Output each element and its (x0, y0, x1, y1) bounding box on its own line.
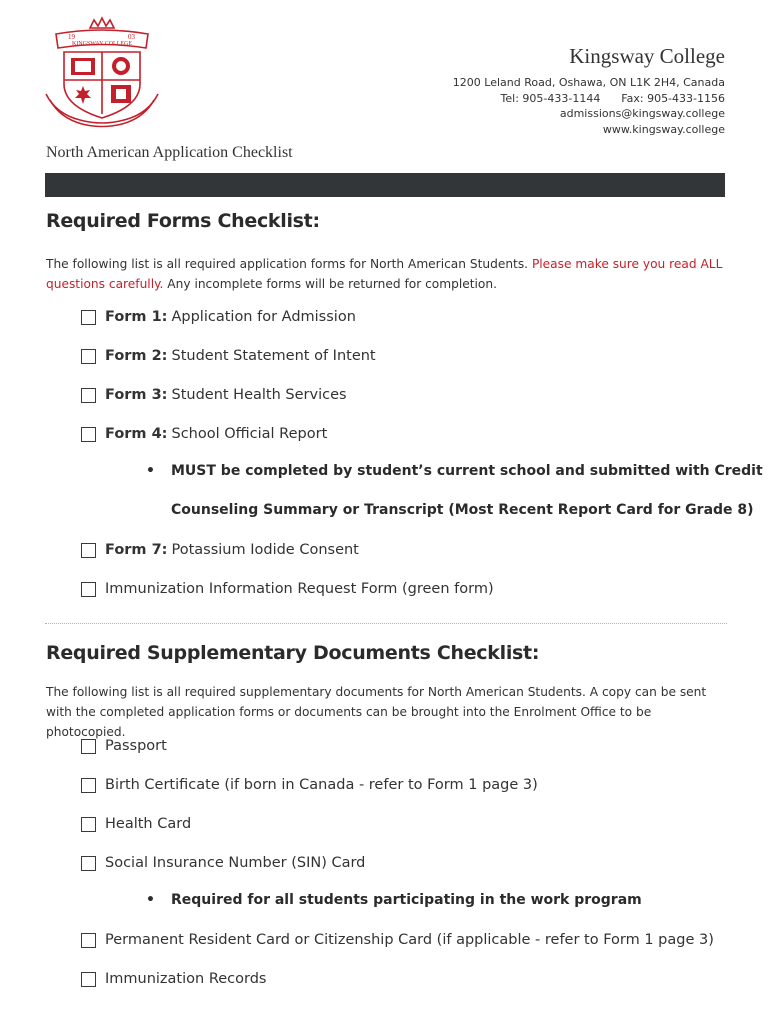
organization-contact (453, 44, 725, 137)
form-3-label: Student Health Services (171, 387, 347, 403)
organization-website[interactable]: www.kingsway.college (602, 122, 725, 136)
bullet-icon: • (146, 463, 155, 479)
form-4-item[interactable] (81, 424, 327, 444)
forms-intro-tail: Any incomplete forms will be returned for completion. (163, 277, 497, 291)
form-2-label: Student Statement of Intent (171, 348, 376, 364)
sin-card-note (146, 892, 642, 908)
title-divider-bar (45, 173, 725, 197)
form-3-item[interactable] (81, 385, 347, 405)
form-1-label: Application for Admission (171, 309, 356, 325)
immunization-records-item[interactable] (81, 969, 266, 989)
forms-intro (46, 254, 728, 294)
form-2-checkbox[interactable] (81, 349, 96, 364)
organization-name: Kingsway College (569, 44, 725, 68)
birth-certificate-item[interactable] (81, 775, 538, 795)
forms-intro-warning: Please make sure you read ALL questions carefully. (46, 257, 723, 291)
immunization-records-label: Immunization Records (105, 971, 267, 987)
form-7-item[interactable] (81, 540, 359, 560)
form-7-label: Potassium Iodide Consent (171, 542, 359, 558)
forms-intro-text: The following list is all required application forms for North American Students. (46, 257, 532, 271)
organization-phone-fax: Tel: 905-433-1144 Fax: 905-433-1156 (500, 91, 725, 105)
immunization-request-label: Immunization Information Request Form (green form) (105, 581, 494, 597)
organization-email[interactable]: admissions@kingsway.college (559, 107, 725, 120)
form-4-note-line-1: MUST be completed by student’s current school and submitted with Credit (171, 463, 763, 479)
permanent-resident-card-label: Permanent Resident Card or Citizenship Card (if applicable - refer to Form 1 page 3) (105, 932, 714, 948)
organization-address: 1200 Leland Road, Oshawa, ON L1K 2H4, Canada (452, 76, 725, 89)
health-card-label: Health Card (105, 816, 192, 832)
form-4-label: School Official Report (171, 426, 328, 442)
form-4-prefix: Form 4: (105, 426, 168, 442)
form-4-note-line-2: Counseling Summary or Transcript (Most Recent Report Card for Grade 8) (171, 502, 754, 518)
form-2-item[interactable] (81, 346, 376, 366)
birth-certificate-checkbox[interactable] (81, 778, 96, 793)
form-7-prefix: Form 7: (105, 542, 168, 558)
crest-year-right: 03 (128, 33, 135, 41)
form-1-prefix: Form 1: (105, 309, 168, 325)
forms-heading: Required Forms Checklist: (46, 210, 320, 232)
form-2-prefix: Form 2: (105, 348, 168, 364)
birth-certificate-label: Birth Certificate (if born in Canada - refer to Form 1 page 3) (105, 777, 538, 793)
crest-year-left: 19 (68, 33, 75, 41)
form-7-checkbox[interactable] (81, 543, 96, 558)
sin-card-note-text: Required for all students participating in the work program (171, 892, 642, 908)
form-1-item[interactable] (81, 307, 356, 327)
permanent-resident-card-checkbox[interactable] (81, 933, 96, 948)
form-3-prefix: Form 3: (105, 387, 168, 403)
crest-ribbon-text: KINGSWAY COLLEGE (71, 41, 133, 47)
section-divider (45, 623, 727, 624)
form-4-note (146, 463, 763, 479)
passport-label: Passport (105, 738, 167, 754)
supplementary-intro: The following list is all required supplementary documents for North American Students. A copy can be sent with the completed application forms or documents can be brought into the Enrolment Office to be photocopied. (46, 685, 707, 739)
form-3-checkbox[interactable] (81, 388, 96, 403)
passport-item[interactable] (81, 736, 167, 756)
supplementary-heading: Required Supplementary Documents Checklist: (46, 642, 540, 664)
sin-card-checkbox[interactable] (81, 856, 96, 871)
document-title: North American Application Checklist (46, 144, 293, 161)
sin-card-label: Social Insurance Number (SIN) Card (105, 855, 366, 871)
immunization-request-checkbox[interactable] (81, 582, 96, 597)
immunization-records-checkbox[interactable] (81, 972, 96, 987)
kingsway-college-crest-logo (42, 14, 162, 130)
form-4-checkbox[interactable] (81, 427, 96, 442)
immunization-request-item[interactable] (81, 579, 494, 599)
permanent-resident-card-item[interactable] (81, 930, 714, 950)
bullet-icon: • (146, 892, 155, 908)
form-1-checkbox[interactable] (81, 310, 96, 325)
health-card-checkbox[interactable] (81, 817, 96, 832)
sin-card-item[interactable] (81, 853, 365, 873)
passport-checkbox[interactable] (81, 739, 96, 754)
health-card-item[interactable] (81, 814, 191, 834)
